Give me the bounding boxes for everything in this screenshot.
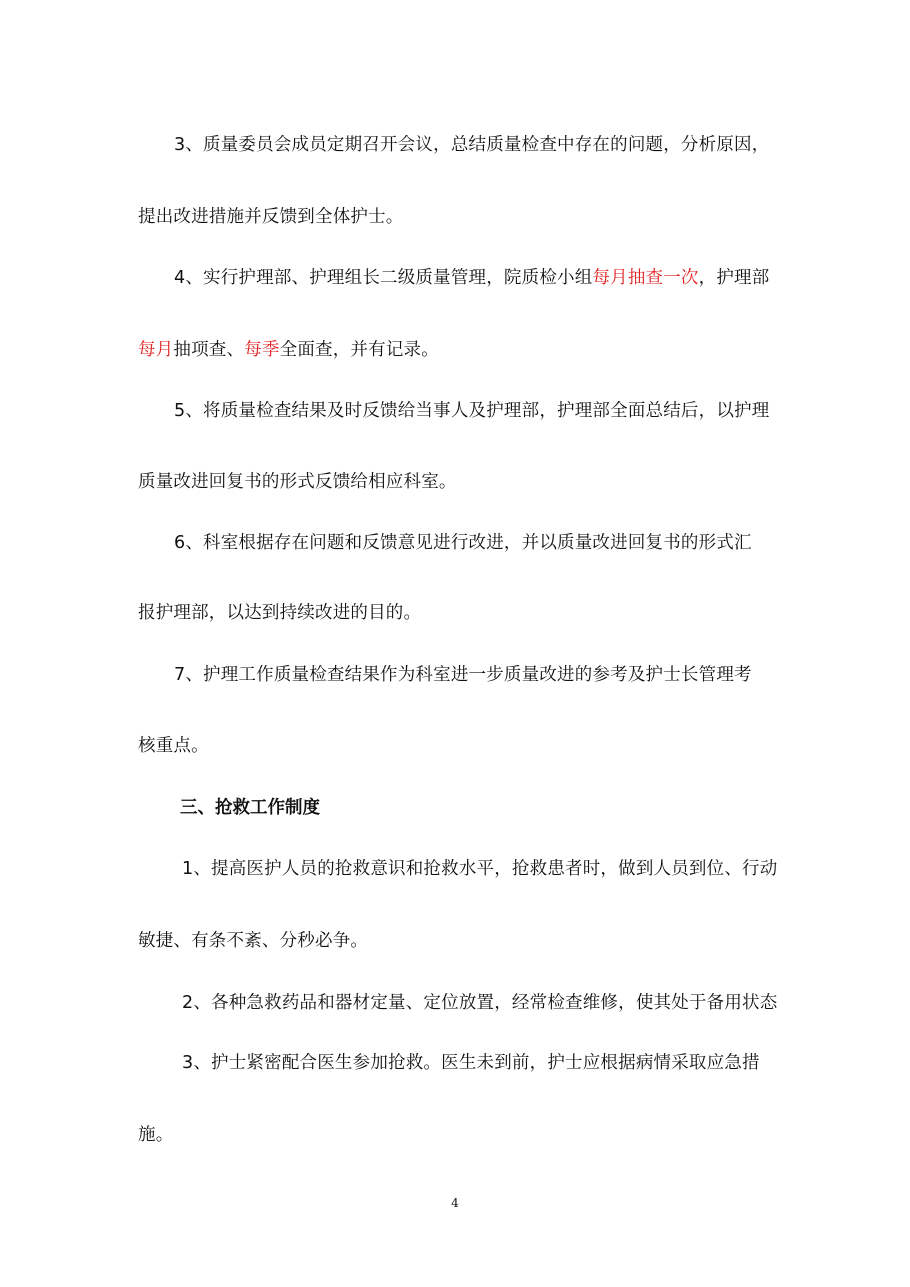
paragraph-7-line-1: 7、护理工作质量检查结果作为科室进一步质量改进的参考及护士长管理考 bbox=[174, 665, 752, 685]
paragraph-4-text: 4、实行护理部、护理组长二级质量管理，院质检小组 bbox=[174, 268, 593, 288]
paragraph-3-line-1: 3、质量委员会成员定期召开会议，总结质量检查中存在的问题，分析原因， bbox=[174, 135, 770, 155]
page-number: 4 bbox=[451, 1196, 459, 1210]
paragraph-4-text: 全面查，并有记录。 bbox=[279, 340, 439, 360]
paragraph-7-line-2: 核重点。 bbox=[138, 736, 209, 756]
rescue-item-3-line-1: 3、护士紧密配合医生参加抢救。医生未到前，护士应根据病情采取应急措 bbox=[182, 1053, 760, 1073]
rescue-item-3-line-2: 施。 bbox=[138, 1125, 174, 1145]
rescue-item-1-line-1: 1、提高医护人员的抢救意识和抢救水平，抢救患者时，做到人员到位、行动 bbox=[182, 859, 778, 879]
paragraph-4-text: ，护理部 bbox=[698, 268, 770, 288]
paragraph-4-line-1 bbox=[174, 266, 814, 290]
rescue-item-2-line-1: 2、各种急救药品和器材定量、定位放置，经常检查维修，使其处于备用状态 bbox=[182, 993, 778, 1013]
rescue-item-1-line-2: 敏捷、有条不紊、分秒必争。 bbox=[138, 931, 369, 951]
highlight-monthly-spot-check: 每月抽查一次 bbox=[592, 268, 699, 288]
highlight-monthly: 每月 bbox=[138, 340, 174, 360]
paragraph-5-line-2: 质量改进回复书的形式反馈给相应科室。 bbox=[138, 472, 457, 492]
paragraph-4-text: 抽项查、 bbox=[173, 340, 245, 360]
paragraph-3-line-2: 提出改进措施并反馈到全体护士。 bbox=[138, 207, 404, 227]
highlight-quarterly: 每季 bbox=[244, 340, 280, 360]
paragraph-4-line-2 bbox=[138, 338, 778, 362]
paragraph-6-line-2: 报护理部，以达到持续改进的目的。 bbox=[138, 603, 422, 623]
paragraph-6-line-1: 6、科室根据存在问题和反馈意见进行改进，并以质量改进回复书的形式汇 bbox=[174, 533, 752, 553]
paragraph-5-line-1: 5、将质量检查结果及时反馈给当事人及护理部，护理部全面总结后，以护理 bbox=[174, 401, 770, 421]
section-heading: 三、抢救工作制度 bbox=[180, 798, 320, 818]
